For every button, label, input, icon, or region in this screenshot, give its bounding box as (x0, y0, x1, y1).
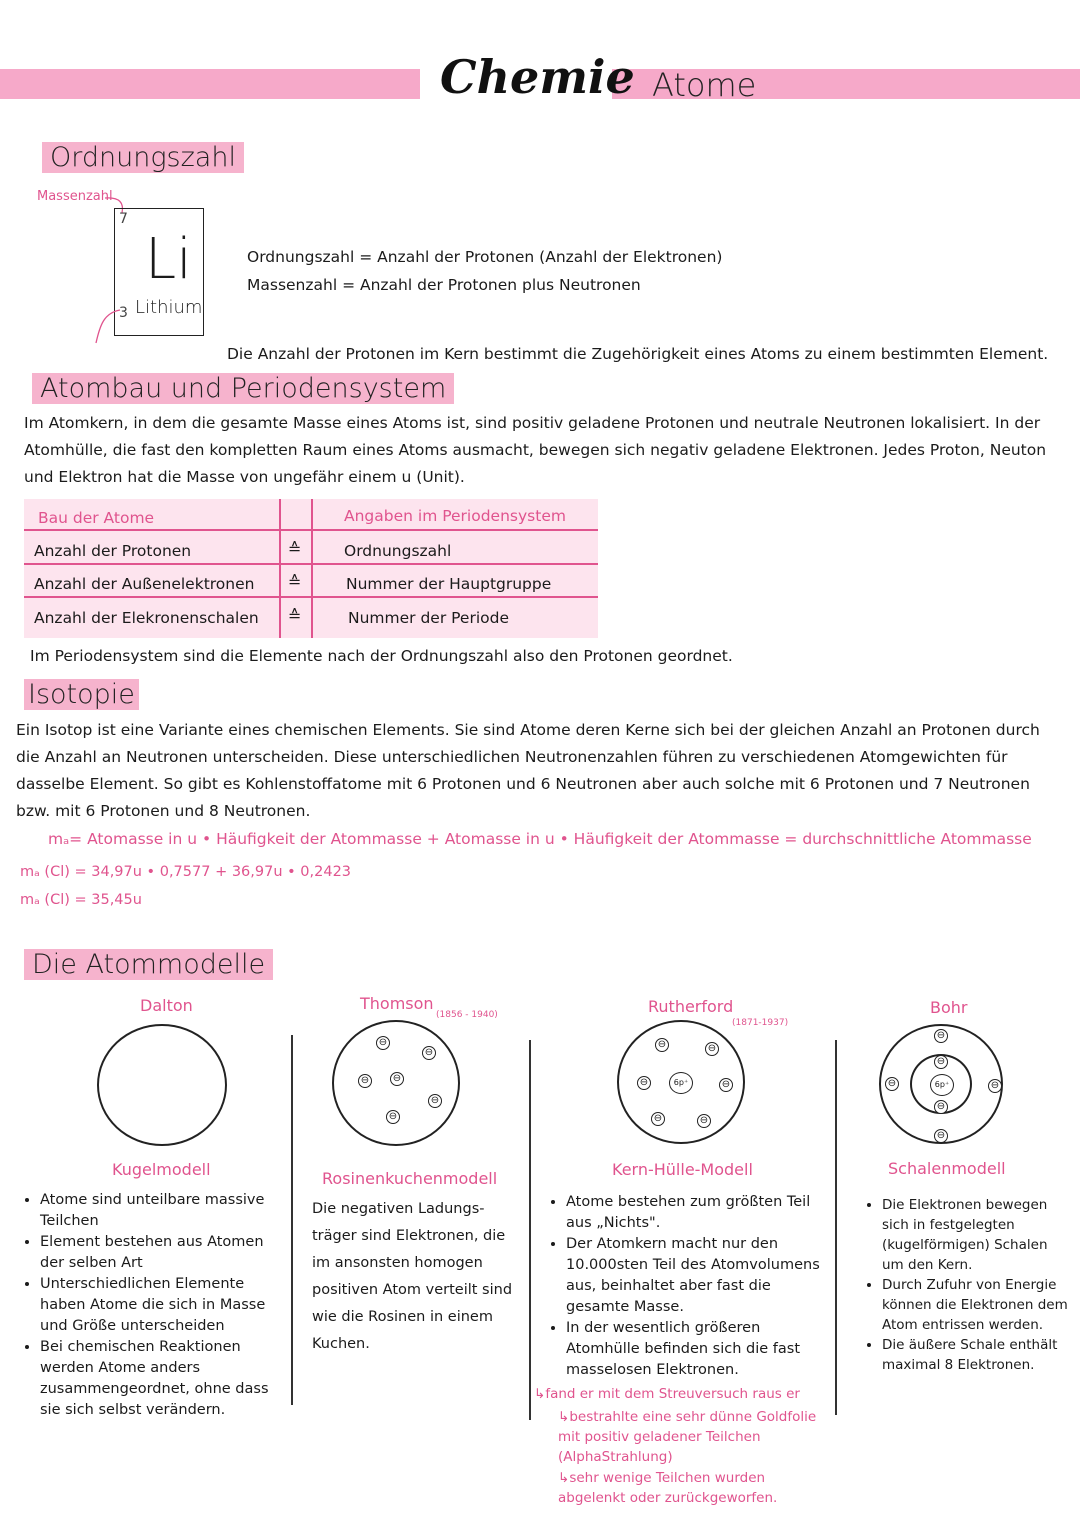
table-row: Anzahl der Protonen (34, 542, 192, 560)
list-item: • Bei chemischen Reaktionen werden Atome anders zusammengeordnet, ohne dass sie sich selbst verändern. (40, 1337, 290, 1421)
rutherford-years: (1871-1937) (732, 1018, 789, 1028)
electron-icon: ⊖ (651, 1112, 665, 1126)
rutherford-atom (617, 1020, 745, 1144)
table-row-value: Nummer der Hauptgruppe (346, 575, 552, 593)
electron-icon: ⊖ (655, 1038, 669, 1052)
electron-icon: ⊖ (705, 1042, 719, 1056)
element-name: Lithium (135, 297, 203, 318)
rutherford-model-name: Kern-Hülle-Modell (612, 1160, 753, 1179)
table-col-divider (311, 499, 313, 638)
definition-massenzahl: Massenzahl = Anzahl der Protonen plus Neutronen (247, 276, 641, 294)
electron-icon: ⊖ (637, 1076, 651, 1090)
electron-icon: ⊖ (358, 1074, 372, 1088)
element-symbol: Li (145, 227, 192, 292)
electron-icon: ⊖ (422, 1046, 436, 1060)
massenzahl-label: Massenzahl (37, 189, 113, 204)
header-bar-left (0, 69, 420, 99)
list-item: • Die Elektronen bewegen sich in festgelegten (kugelförmigen) Schalen um den Kern. (882, 1195, 1072, 1275)
electron-icon: ⊖ (885, 1077, 899, 1091)
table-row: Anzahl der Außenelektronen (34, 575, 255, 593)
thomson-atom (332, 1020, 460, 1146)
ordnungszahl-note: Die Anzahl der Protonen im Kern bestimmt die Zugehörigkeit eines Atoms zu einem bestimmten Element. (227, 345, 1049, 363)
bohr-model-name: Schalenmodell (888, 1159, 1006, 1178)
thomson-model-name: Rosinenkuchenmodell (322, 1169, 498, 1188)
table-row-value: Nummer der Periode (348, 609, 509, 627)
dalton-atom (97, 1024, 227, 1146)
heading-atommodelle: Die Atommodelle (24, 949, 273, 980)
dalton-points (20, 1190, 290, 1421)
list-item: • Die äußere Schale enthält maximal 8 Elektronen. (882, 1335, 1072, 1375)
thomson-years: (1856 - 1940) (436, 1010, 498, 1020)
table-col-divider (279, 499, 281, 638)
electron-icon: ⊖ (697, 1114, 711, 1128)
dalton-title: Dalton (140, 996, 193, 1015)
isotopie-formula: mₐ= Atomasse in u • Häufigkeit der Atommasse + Atomasse in u • Häufigkeit der Atommasse = durchschnittliche Atommasse (48, 830, 1032, 848)
rutherford-points (546, 1192, 836, 1381)
rutherford-note-3 (558, 1468, 833, 1508)
dalton-model-name: Kugelmodell (112, 1160, 211, 1179)
nucleus: 6p⁺ (669, 1072, 693, 1094)
electron-icon: ⊖ (428, 1094, 442, 1108)
electron-icon: ⊖ (376, 1036, 390, 1050)
list-item: • Atome bestehen zum größten Teil aus „Nichts". (566, 1192, 836, 1234)
electron-icon: ⊖ (386, 1110, 400, 1124)
equiv-symbol: ≙ (288, 572, 302, 591)
bohr-nucleus: 6p⁺ (930, 1074, 954, 1096)
column-divider (291, 1035, 293, 1405)
list-item: • Unterschiedlichen Elemente haben Atome die sich in Masse und Größe unterscheiden (40, 1274, 290, 1337)
page-title: Chemie (440, 50, 635, 104)
electron-icon: ⊖ (934, 1100, 948, 1114)
arrow-icon: ↳ (534, 1386, 546, 1402)
thomson-title: Thomson (360, 994, 434, 1013)
electron-icon: ⊖ (390, 1072, 404, 1086)
isotopie-calc-1: mₐ (Cl) = 34,97u • 0,7577 + 36,97u • 0,2423 (20, 864, 352, 880)
bohr-title: Bohr (930, 998, 968, 1017)
mass-number: 7 (119, 211, 128, 227)
list-item: • Atome sind unteilbare massive Teilchen (40, 1190, 290, 1232)
isotopie-text: Ein Isotop ist eine Variante eines chemischen Elements. Sie sind Atome deren Kerne sich bei der gleichen Anzahl an Protonen durch die Anzahl an Neutronen unterscheiden. Diese unterschiedlichen Neutronenzahlen führen zu verschiedenen Atomgewichten für dasselbe Element. So gibt es Kohlenstoffatome mit 6 Protonen und 6 Neutronen aber auch solche mit 6 Protonen und 7 Neutronen bzw. mit 6 Protonen und 8 Neutronen. (16, 721, 1040, 820)
table-header-angaben: Angaben im Periodensystem (344, 507, 566, 525)
isotopie-calc-2: mₐ (Cl) = 35,45u (20, 892, 142, 908)
list-item: • Durch Zufuhr von Energie können die Elektronen dem Atom entrissen werden. (882, 1275, 1072, 1335)
note-text: bestrahlte eine sehr dünne Goldfolie mit positiv geladener Teilchen (AlphaStrahlung) (558, 1409, 817, 1465)
list-item: • Element bestehen aus Atomen der selben Art (40, 1232, 290, 1274)
arrow-icon: ↳ (558, 1470, 570, 1486)
arrow-icon: ↳ (558, 1409, 570, 1425)
thomson-text: Die negativen Ladungs-träger sind Elektronen, die im ansonsten homogen positiven Atom verteilt sind wie die Rosinen in einem Kuchen. (312, 1201, 513, 1352)
equiv-symbol: ≙ (288, 539, 302, 558)
ordnungszahl-arrow (92, 305, 122, 347)
electron-icon: ⊖ (988, 1079, 1002, 1093)
bohr-points (862, 1195, 1072, 1375)
column-divider (529, 1040, 531, 1420)
note-text: sehr wenige Teilchen wurden abgelenkt oder zurückgeworfen. (558, 1470, 778, 1506)
atombau-text: Im Atomkern, in dem die gesamte Masse eines Atoms ist, sind positiv geladene Protonen und neutrale Neutronen lokalisiert. In der Atomhülle, die fast den kompletten Raum eines Atoms ausmacht, bewegen sich negativ geladene Elektronen. Jedes Proton, Neuton und Elektron hat die Masse von ungefähr einem u (Unit). (24, 414, 1047, 486)
periodensystem-table (24, 499, 598, 638)
element-card-lithium (114, 208, 204, 336)
table-header-bau: Bau der Atome (38, 509, 155, 527)
electron-icon: ⊖ (934, 1055, 948, 1069)
table-row: Anzahl der Elekronenschalen (34, 609, 259, 627)
list-item: • In der wesentlich größeren Atomhülle befinden sich die fast masselosen Elektronen. (566, 1318, 836, 1381)
column-divider (835, 1040, 837, 1415)
electron-icon: ⊖ (719, 1078, 733, 1092)
rutherford-note-1 (534, 1386, 800, 1402)
heading-atombau: Atombau und Periodensystem (32, 373, 454, 404)
periodensystem-note: Im Periodensystem sind die Elemente nach der Ordnungszahl also den Protonen geordnet. (30, 647, 733, 665)
heading-ordnungszahl: Ordnungszahl (42, 142, 244, 173)
atomic-number: 3 (119, 305, 128, 321)
rutherford-title: Rutherford (648, 997, 734, 1016)
rutherford-note-2 (558, 1407, 833, 1467)
list-item: • Der Atomkern macht nur den 10.000sten Teil des Atomvolumens aus, beinhaltet aber fast die gesamte Masse. (566, 1234, 836, 1318)
page-topic: Atome (652, 66, 757, 104)
electron-icon: ⊖ (934, 1029, 948, 1043)
heading-isotopie: Isotopie (24, 679, 139, 710)
table-row-value: Ordnungszahl (344, 542, 452, 560)
definition-ordnungszahl: Ordnungszahl = Anzahl der Protonen (Anzahl der Elektronen) (247, 248, 723, 266)
note-text: fand er mit dem Streuversuch raus er (545, 1386, 800, 1402)
electron-icon: ⊖ (934, 1129, 948, 1143)
equiv-symbol: ≙ (288, 606, 302, 625)
